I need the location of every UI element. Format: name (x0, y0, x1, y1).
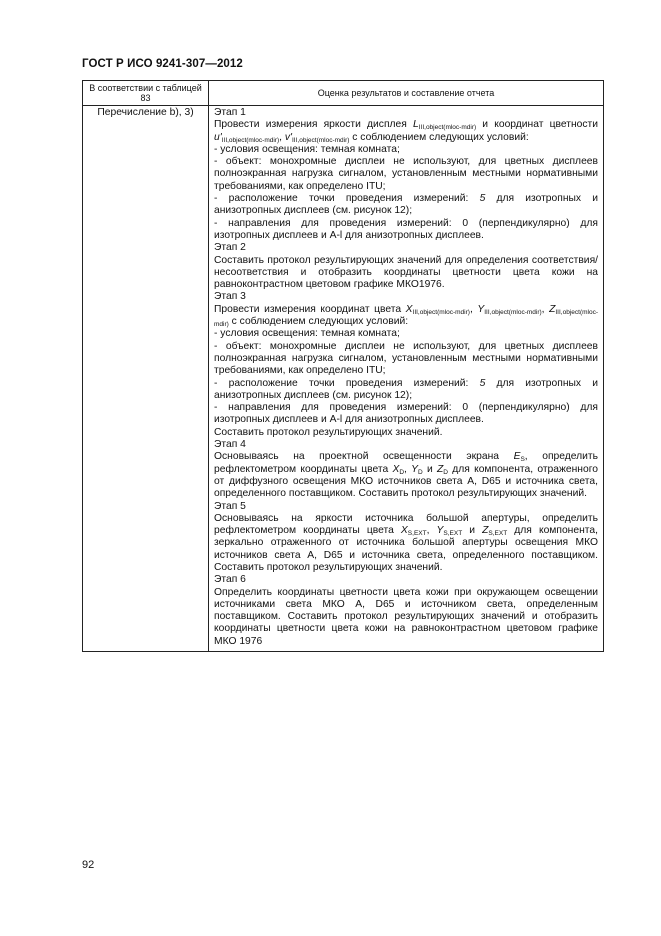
stage-1-condition-directions: - направления для проведения измерений: 0 (перпендикулярно) для изотропных дисплеев и A-l для анизотропных дисплеев. (214, 217, 598, 241)
stage-4-title: Этап 4 (214, 439, 246, 451)
stage-3-report: Составить протокол результирующих значений. (214, 426, 443, 438)
stage-5 (214, 501, 598, 575)
stage-4 (214, 439, 598, 500)
table-row (83, 106, 604, 652)
stage-3-title: Этап 3 (214, 291, 246, 303)
stage-6-text: Определить координаты цветности цвета кожи при окружающем освещении источниками света МКО А, D65 и источником света, определенным поставщиком. Составить протокол результирующих значений и отобразить координаты цветности цвета кожи на равноконтрастном цветовом графике МКО 1976 (214, 586, 598, 647)
stage-2 (214, 242, 598, 291)
stage-5-text: Основываясь на яркости источника большой апертуры, определить рефлектометром координаты цвета $X_{S,EXT}$, $Y_{S,EXT}$ и $Z_{S,EXT}$ для компонента, зеркально отраженного от источника большой апертуры освещения МКО источников света А, D65 и источника света, определенного поставщиком. Составить протокол результирующих значений. (214, 512, 598, 573)
stage-6 (214, 574, 598, 648)
page-number: 92 (82, 859, 95, 871)
stage-6-title: Этап 6 (214, 574, 246, 586)
stage-3-condition-points: - расположение точки проведения измерений: 5 для изотропных и анизотропных дисплеев (см. рисунок 12); (214, 377, 598, 401)
stage-3-condition-object: - объект: монохромные дисплеи не используют, для цветных дисплеев полноэкранная нагрузка сигналом, установленным местными нормативными требованиями, как определено ITU; (214, 340, 598, 377)
stage-3-intro: Провести измерения координат цвета $X_{III,object(mloc-mdir)}$, $Y_{III,object(mloc-mdir)}$, $Z_{III,object(mloc-mdir)}$ с соблюдением следующих условий: (214, 303, 598, 329)
stage-1-condition-lighting: - условия освещения: темная комната; (214, 143, 400, 155)
stage-1-condition-object: - объект: монохромные дисплеи не используют, для цветных дисплеев полноэкранная нагрузка сигналом, установленным местными нормативными требованиями, как определено ITU; (214, 156, 598, 192)
stage-3-condition-directions: - направления для проведения измерений: 0 (перпендикулярно) для изотропных дисплеев и A-l для анизотропных дисплеев. (214, 402, 598, 426)
document-header: ГОСТ Р ИСО 9241-307—2012 (82, 58, 243, 70)
stage-3 (214, 291, 598, 439)
stage-1-intro: Провести измерения яркости дисплея $L_{III,object(mloc-mdir)}$ и координат цветности $u'_{III,object(mloc-mdir)}$, $v'_{III,object(mloc-mdir)}$ с соблюдением следующих условий: (214, 119, 598, 144)
row-reference: Перечисление b), 3) (83, 106, 209, 652)
evaluation-table (82, 80, 604, 652)
stage-2-text: Составить протокол результирующих значений для определения соответствия/несоответствия и отобразить координаты цветности цвета кожи на равноконтрастном цветовом графике МКО1976. (214, 254, 598, 291)
column-header-reference: В соответствии с таблицей 83 (83, 81, 209, 106)
evaluation-procedure (209, 106, 604, 652)
stage-3-condition-lighting: - условия освещения: темная комната; (214, 328, 400, 340)
stage-1 (214, 107, 598, 242)
stage-4-text: Основываясь на проектной освещенности экрана $E_S$, определить рефлектометром координаты цвета $X_D$, $Y_D$ и $Z_D$ для компонента, отраженного от диффузного освещения МКО источников света А, D65 и источника света, определенного поставщиком. Составить протокол результирующих значений. (214, 451, 598, 500)
stage-5-title: Этап 5 (214, 500, 246, 512)
stage-1-condition-points: - расположение точки проведения измерений: 5 для изотропных и анизотропных дисплеев (см. рисунок 12); (214, 193, 598, 217)
column-header-evaluation: Оценка результатов и составление отчета (209, 81, 604, 106)
table-header-row (83, 81, 604, 106)
stage-1-title: Этап 1 (214, 107, 246, 118)
stage-2-title: Этап 2 (214, 242, 246, 254)
